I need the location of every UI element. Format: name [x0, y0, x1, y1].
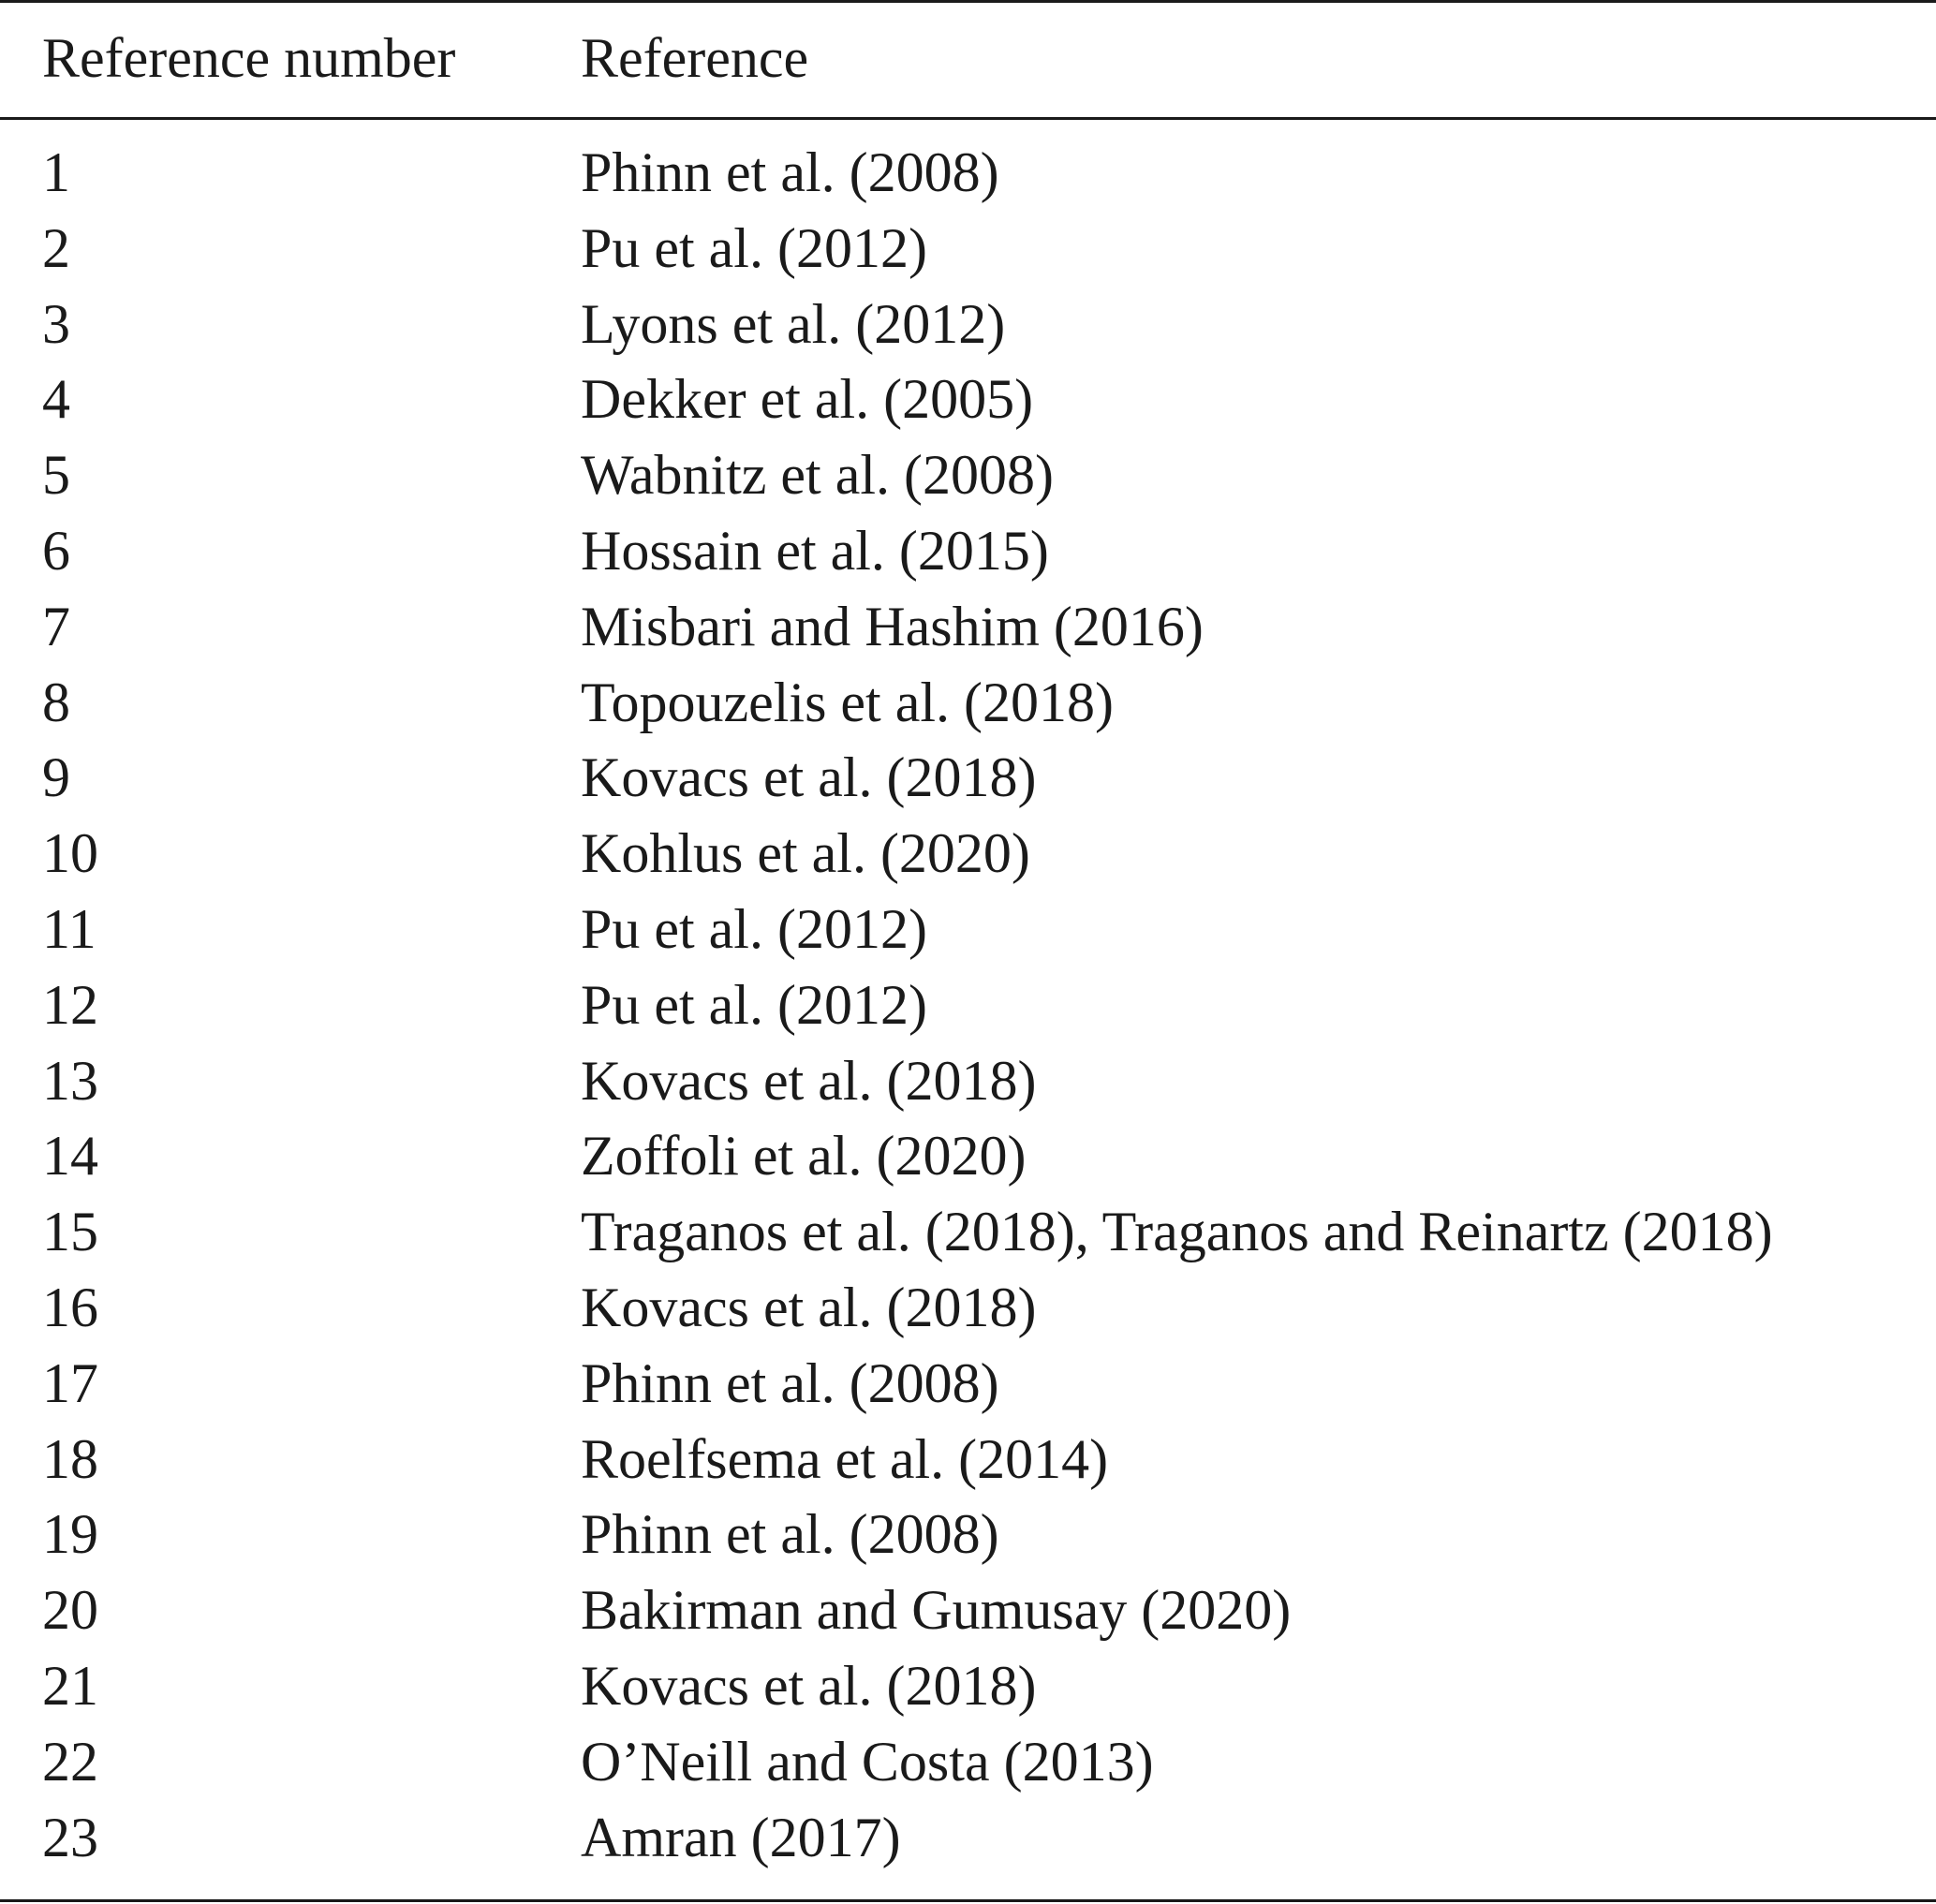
reference-cell: Pu et al. (2012)	[581, 897, 927, 960]
reference-cell: Amran (2017)	[581, 1806, 901, 1868]
table-row	[0, 362, 1936, 437]
table-header-row	[0, 21, 1936, 96]
table-row	[0, 1572, 1936, 1648]
reference-number-cell: 4	[42, 368, 70, 431]
reference-cell: Misbari and Hashim (2016)	[581, 595, 1204, 657]
reference-cell: Kovacs et al. (2018)	[581, 1276, 1037, 1338]
reference-number-cell: 20	[42, 1579, 98, 1642]
table-row	[0, 513, 1936, 589]
table-row	[0, 967, 1936, 1043]
reference-number-cell: 2	[42, 216, 70, 279]
reference-cell: Roelfsema et al. (2014)	[581, 1427, 1109, 1490]
header-reference-number: Reference number	[42, 27, 456, 89]
reference-number-cell: 10	[42, 822, 98, 885]
table-row	[0, 211, 1936, 287]
table-row	[0, 589, 1936, 665]
reference-number-cell: 22	[42, 1730, 98, 1793]
reference-number-cell: 17	[42, 1351, 98, 1414]
table-row	[0, 437, 1936, 513]
reference-number-cell: 18	[42, 1427, 98, 1490]
reference-number-cell: 16	[42, 1276, 98, 1338]
table-row	[0, 1346, 1936, 1422]
reference-cell: Bakirman and Gumusay (2020)	[581, 1579, 1292, 1642]
reference-cell: Kohlus et al. (2020)	[581, 822, 1030, 885]
table-body	[0, 135, 1936, 1875]
table-bottom-rule	[0, 1899, 1936, 1902]
reference-cell: Kovacs et al. (2018)	[581, 1049, 1037, 1112]
reference-cell: Pu et al. (2012)	[581, 216, 927, 279]
table-row	[0, 1118, 1936, 1194]
reference-cell: Dekker et al. (2005)	[581, 368, 1034, 431]
table-row	[0, 1194, 1936, 1270]
reference-cell: Pu et al. (2012)	[581, 973, 927, 1036]
table-row	[0, 740, 1936, 816]
reference-cell: Lyons et al. (2012)	[581, 292, 1006, 355]
reference-number-cell: 11	[42, 897, 96, 960]
table-row	[0, 1497, 1936, 1572]
table-row	[0, 1422, 1936, 1498]
reference-cell: Phinn et al. (2008)	[581, 1351, 999, 1414]
table-header-rule	[0, 117, 1936, 120]
table-row	[0, 1648, 1936, 1724]
reference-number-cell: 13	[42, 1049, 98, 1112]
reference-cell: Phinn et al. (2008)	[581, 1503, 999, 1566]
reference-number-cell: 3	[42, 292, 70, 355]
reference-cell: Traganos et al. (2018), Traganos and Reinartz (2018)	[581, 1201, 1773, 1263]
reference-cell: O’Neill and Costa (2013)	[581, 1730, 1154, 1793]
table-row	[0, 1724, 1936, 1800]
reference-cell: Phinn et al. (2008)	[581, 141, 999, 203]
reference-number-cell: 23	[42, 1806, 98, 1868]
reference-number-cell: 7	[42, 595, 70, 657]
table-row	[0, 1800, 1936, 1876]
reference-number-cell: 6	[42, 519, 70, 582]
table-row	[0, 1270, 1936, 1346]
reference-cell: Topouzelis et al. (2018)	[581, 671, 1114, 733]
table-row	[0, 816, 1936, 892]
reference-cell: Kovacs et al. (2018)	[581, 746, 1037, 809]
reference-number-cell: 21	[42, 1654, 98, 1717]
table-top-rule	[0, 0, 1936, 3]
reference-number-cell: 14	[42, 1125, 98, 1188]
table-row	[0, 135, 1936, 211]
reference-number-cell: 1	[42, 141, 70, 203]
reference-number-cell: 19	[42, 1503, 98, 1566]
reference-cell: Kovacs et al. (2018)	[581, 1654, 1037, 1717]
table-row	[0, 665, 1936, 741]
reference-number-cell: 9	[42, 746, 70, 809]
reference-cell: Zoffoli et al. (2020)	[581, 1125, 1027, 1188]
table-row	[0, 892, 1936, 967]
reference-number-cell: 12	[42, 973, 98, 1036]
reference-number-cell: 5	[42, 444, 70, 507]
table-row	[0, 287, 1936, 362]
table-row	[0, 1043, 1936, 1119]
header-reference: Reference	[581, 27, 809, 89]
reference-number-cell: 8	[42, 671, 70, 733]
reference-cell: Wabnitz et al. (2008)	[581, 444, 1054, 507]
reference-number-cell: 15	[42, 1201, 98, 1263]
reference-cell: Hossain et al. (2015)	[581, 519, 1049, 582]
